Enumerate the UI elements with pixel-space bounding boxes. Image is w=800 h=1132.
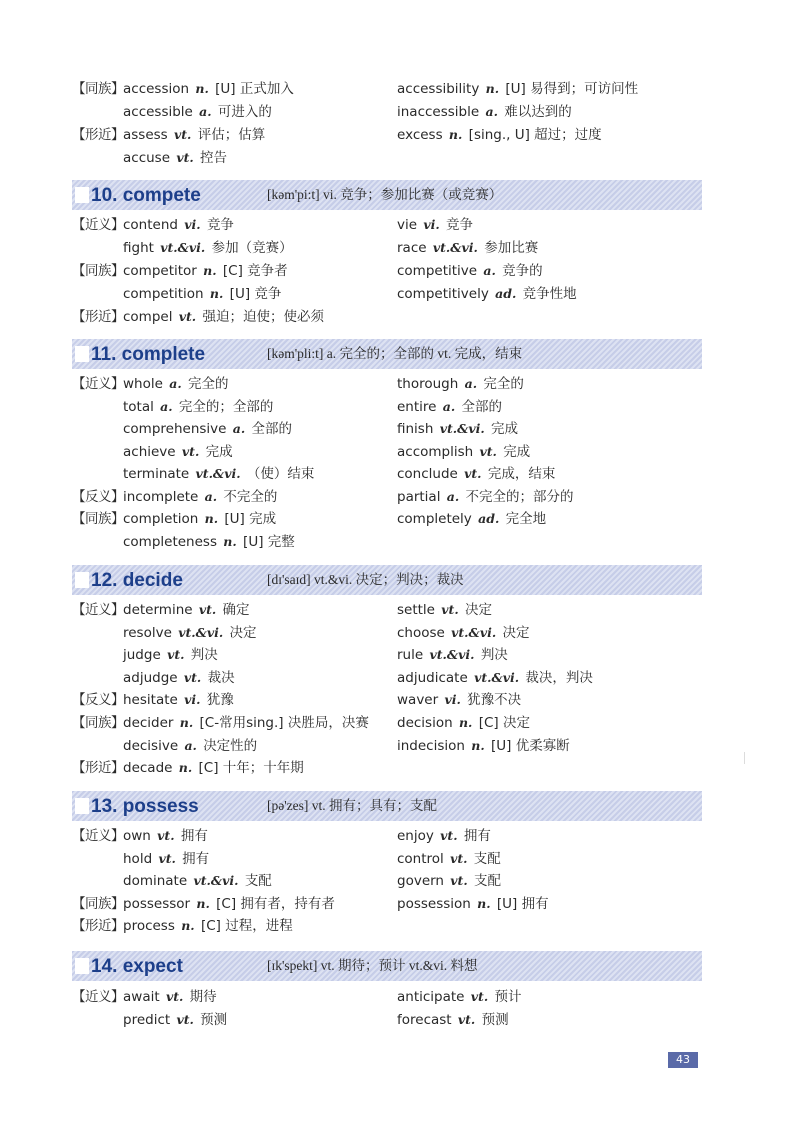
headword: 11. complete	[91, 344, 206, 365]
entry-right: accessibility n. [U] 易得到；可访问性	[397, 81, 639, 97]
entry-left: total a. 完全的；全部的	[123, 399, 274, 415]
entry-left: decider n. [C-常用sing.] 决胜局，决赛	[123, 715, 369, 731]
relation-tag: 【形近】	[72, 127, 124, 143]
entry-right: anticipate vt. 预计	[397, 989, 522, 1005]
entry-row	[72, 463, 712, 485]
entry-right: rule vt.&vi. 判决	[397, 647, 508, 663]
entry-left: hold vt. 拥有	[123, 851, 210, 867]
entry-left: await vt. 期待	[123, 989, 217, 1005]
entry-left: accession n. [U] 正式加入	[123, 81, 294, 97]
entry-left: determine vt. 确定	[123, 602, 250, 618]
headword-definition: [pə'zes] vt. 拥有；具有；支配	[267, 798, 438, 813]
section-header-possess	[72, 791, 702, 821]
entry-left: contend vi. 竞争	[123, 217, 234, 233]
headword-definition: [ɪk'spekt] vt. 期待；预计 vt.&vi. 料想	[267, 958, 478, 973]
entry-row	[72, 441, 712, 463]
entry-right: vie vi. 竞争	[397, 217, 474, 233]
entry-left: hesitate vi. 犹豫	[123, 692, 234, 708]
relation-tag: 【同族】	[72, 81, 124, 97]
entry-left: accessible a. 可进入的	[123, 104, 272, 120]
entry-right: completely ad. 完全地	[397, 511, 547, 527]
entry-left: own vt. 拥有	[123, 828, 208, 844]
entry-row	[72, 893, 712, 915]
entry-row	[72, 508, 712, 530]
entry-row	[72, 986, 712, 1008]
entry-left: competitor n. [C] 竞争者	[123, 263, 288, 279]
headword: 12. decide	[91, 570, 183, 591]
relation-tag: 【形近】	[72, 309, 124, 325]
entry-row	[72, 644, 712, 666]
relation-tag: 【反义】	[72, 692, 124, 708]
header-square-icon	[75, 187, 89, 203]
entry-row	[72, 531, 712, 553]
section-header-complete	[72, 339, 702, 369]
entry-right: conclude vt. 完成，结束	[397, 466, 556, 482]
relation-tag: 【近义】	[72, 828, 124, 844]
relation-tag: 【近义】	[72, 989, 124, 1005]
entry-row	[72, 712, 712, 734]
entry-left: possessor n. [C] 拥有者，持有者	[123, 896, 335, 912]
entry-left: adjudge vt. 裁决	[123, 670, 235, 686]
entry-right: adjudicate vt.&vi. 裁决，判决	[397, 670, 593, 686]
entry-left: completeness n. [U] 完整	[123, 534, 295, 550]
entry-left: comprehensive a. 全部的	[123, 421, 293, 437]
entry-right: race vt.&vi. 参加比赛	[397, 240, 539, 256]
entry-row	[72, 283, 712, 305]
entry-row	[72, 78, 712, 100]
entry-right: waver vi. 犹豫不决	[397, 692, 522, 708]
entry-right: entire a. 全部的	[397, 399, 503, 415]
entry-right: indecision n. [U] 优柔寡断	[397, 738, 570, 754]
entry-row	[72, 101, 712, 123]
entry-row	[72, 418, 712, 440]
entry-row	[72, 735, 712, 757]
entry-row	[72, 825, 712, 847]
headword-definition: [dɪ'saɪd] vt.&vi. 决定；判决；裁决	[267, 572, 464, 587]
section-header-compete	[72, 180, 702, 210]
entry-left: incomplete a. 不完全的	[123, 489, 278, 505]
headword: 10. compete	[91, 185, 201, 206]
entry-left: dominate vt.&vi. 支配	[123, 873, 272, 889]
entry-row	[72, 306, 712, 328]
entry-right: partial a. 不完全的；部分的	[397, 489, 574, 505]
entry-left: whole a. 完全的	[123, 376, 229, 392]
entry-left: fight vt.&vi. 参加（竞赛）	[123, 240, 293, 256]
entry-row	[72, 848, 712, 870]
entry-row	[72, 124, 712, 146]
entry-row	[72, 373, 712, 395]
entry-row	[72, 915, 712, 937]
relation-tag: 【形近】	[72, 918, 124, 934]
entry-left: decade n. [C] 十年；十年期	[123, 760, 304, 776]
entry-left: assess vt. 评估；估算	[123, 127, 266, 143]
entry-right: thorough a. 完全的	[397, 376, 524, 392]
entry-row	[72, 599, 712, 621]
entry-right: settle vt. 决定	[397, 602, 492, 618]
relation-tag: 【形近】	[72, 760, 124, 776]
entry-right: excess n. [sing., U] 超过；过度	[397, 127, 602, 143]
entry-right: forecast vt. 预测	[397, 1012, 509, 1028]
entry-left: terminate vt.&vi. （使）结束	[123, 466, 315, 482]
entry-row	[72, 260, 712, 282]
scan-mark	[744, 752, 745, 764]
relation-tag: 【同族】	[72, 263, 124, 279]
relation-tag: 【近义】	[72, 376, 124, 392]
entry-row	[72, 757, 712, 779]
entry-right: govern vt. 支配	[397, 873, 501, 889]
header-square-icon	[75, 958, 89, 974]
section-header-expect	[72, 951, 702, 981]
relation-tag: 【反义】	[72, 489, 124, 505]
entry-left: judge vt. 判决	[123, 647, 218, 663]
relation-tag: 【近义】	[72, 217, 124, 233]
entry-right: enjoy vt. 拥有	[397, 828, 491, 844]
entry-right: choose vt.&vi. 决定	[397, 625, 530, 641]
entry-right: control vt. 支配	[397, 851, 501, 867]
entry-right: decision n. [C] 决定	[397, 715, 530, 731]
section-header-decide	[72, 565, 702, 595]
headword-definition: [kəm'pi:t] vi. 竞争；参加比赛（或竞赛）	[267, 187, 503, 202]
entry-row	[72, 1009, 712, 1031]
entry-row	[72, 622, 712, 644]
entry-left: completion n. [U] 完成	[123, 511, 277, 527]
entry-row	[72, 870, 712, 892]
entry-right: competitively ad. 竞争性地	[397, 286, 577, 302]
entry-left: accuse vt. 控告	[123, 150, 227, 166]
entry-right: finish vt.&vi. 完成	[397, 421, 519, 437]
entry-row	[72, 147, 712, 169]
headword: 13. possess	[91, 796, 199, 817]
entry-row	[72, 689, 712, 711]
entry-row	[72, 667, 712, 689]
entry-left: competition n. [U] 竞争	[123, 286, 282, 302]
entry-row	[72, 214, 712, 236]
entry-left: achieve vt. 完成	[123, 444, 233, 460]
headword-definition: [kəm'pli:t] a. 完全的；全部的 vt. 完成，结束	[267, 346, 523, 361]
entry-right: accomplish vt. 完成	[397, 444, 531, 460]
entry-left: process n. [C] 过程，进程	[123, 918, 293, 934]
entry-left: decisive a. 决定性的	[123, 738, 258, 754]
entry-left: predict vt. 预测	[123, 1012, 228, 1028]
entry-row	[72, 486, 712, 508]
entry-row	[72, 396, 712, 418]
relation-tag: 【同族】	[72, 511, 124, 527]
header-square-icon	[75, 346, 89, 362]
entry-left: compel vt. 强迫；迫使；使必须	[123, 309, 324, 325]
page-number: 43	[668, 1052, 698, 1068]
header-square-icon	[75, 798, 89, 814]
header-square-icon	[75, 572, 89, 588]
entry-right: inaccessible a. 难以达到的	[397, 104, 572, 120]
entry-right: competitive a. 竞争的	[397, 263, 543, 279]
relation-tag: 【同族】	[72, 896, 124, 912]
entry-left: resolve vt.&vi. 决定	[123, 625, 257, 641]
entry-row	[72, 237, 712, 259]
relation-tag: 【同族】	[72, 715, 124, 731]
headword: 14. expect	[91, 956, 183, 977]
entry-right: possession n. [U] 拥有	[397, 896, 549, 912]
relation-tag: 【近义】	[72, 602, 124, 618]
